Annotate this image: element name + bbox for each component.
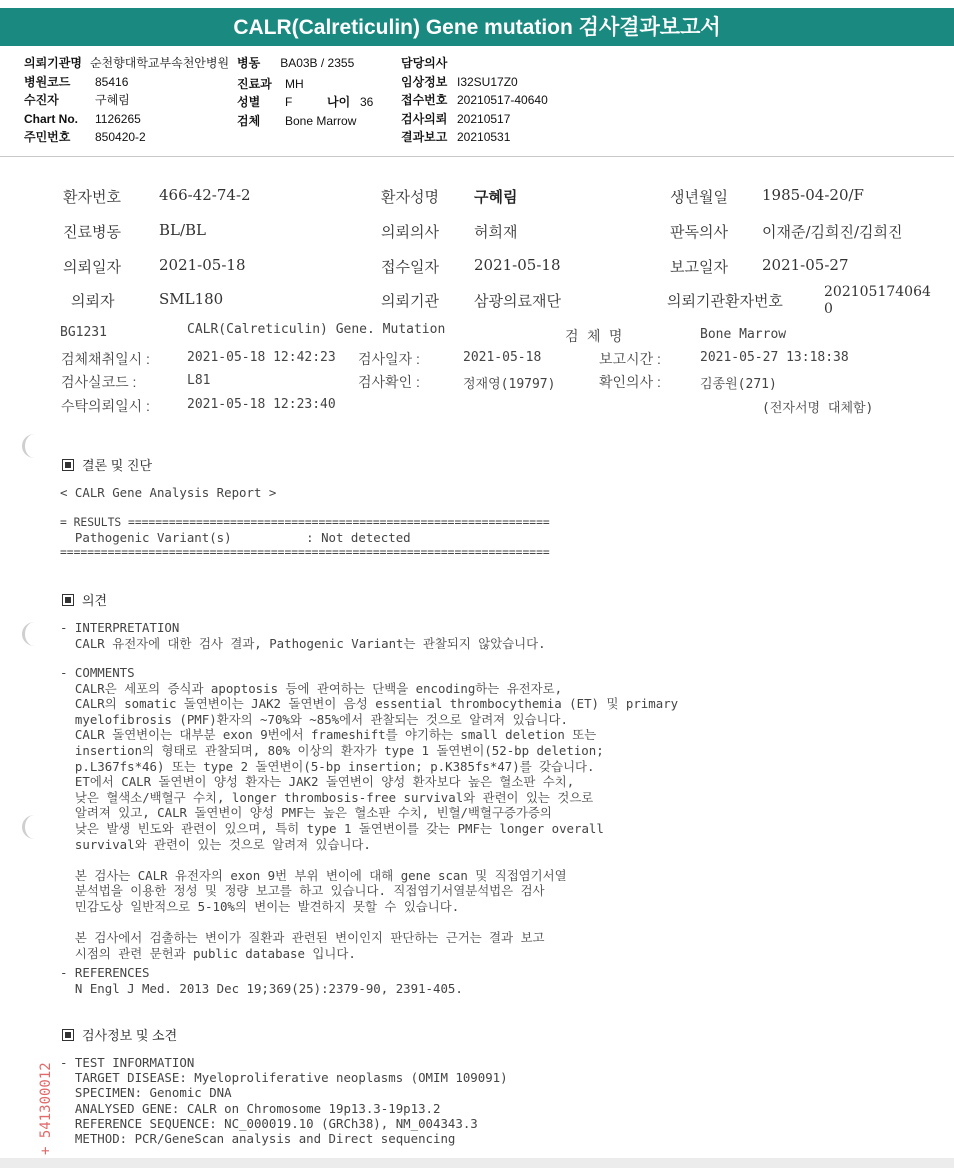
header-label: 의뢰기관명 [24,56,82,70]
header-value: 850420-2 [95,130,146,144]
recv-date: 2021-05-18 [474,256,561,274]
esign-note: (전자서명 대체함) [762,401,874,416]
exam-date: 2021-05-18 [463,350,542,365]
header-right-column [401,56,548,149]
conclusion-heading [62,455,152,474]
ward-label: 병동 [237,56,261,70]
report-date: 2021-05-27 [762,256,849,274]
sex-value: F [285,95,293,109]
header-value: 20210517-40640 [457,93,548,107]
header-label: 병원코드 [24,74,71,89]
ward-value: BA03B / 2355 [280,56,355,70]
inst-patno-line1: 202105174064 [824,284,931,300]
exam-date-label: 검사일자 : [358,351,420,367]
verify: 김종원(271) [700,377,777,392]
report-time-label: 보고시간 : [599,351,661,367]
req-date-label: 의뢰일자 [63,258,121,276]
dob: 1985-04-20/F [762,186,864,204]
opinion-heading [62,590,107,609]
header-left-column [24,56,229,149]
references-block: - REFERENCES N Engl J Med. 2013 Dec 19;369(25):2379-90, 2391-405. [60,965,463,996]
specimen-name: Bone Marrow [700,327,787,342]
header-label: 담당의사 [401,56,448,70]
room-code: L81 [187,373,211,388]
collect-time: 2021-05-18 12:42:23 [187,350,336,365]
side-serial-number: + 541300012 [38,1062,54,1155]
recv-date-label: 접수일자 [381,258,439,276]
conclusion-heading-text: 결론 및 진단 [82,458,153,473]
collect-label: 검체채취일시 : [61,351,150,367]
header-label: 임상정보 [401,74,448,89]
header-value: 20210517 [457,111,511,126]
header-value: 20210531 [457,130,511,144]
report-title-line: < CALR Gene Analysis Report > [60,485,277,500]
specimen-value: Bone Marrow [285,114,357,128]
header-label: 주민번호 [24,130,71,144]
ward-label: 진료병동 [63,223,121,241]
interpretation-block: - INTERPRETATION CALR 유전자에 대한 검사 결과, Pathogenic Variant는 관찰되지 않았습니다. [60,620,546,651]
doctor-label: 의뢰의사 [381,223,439,241]
header-value: I32SU17Z0 [457,74,518,89]
test-code: BG1231 [60,325,107,340]
ward-value: BL/BL [159,221,207,239]
header-label: 수진자 [24,93,59,107]
section-bullet-icon [62,1029,74,1041]
confirm: 정재영(19797) [463,377,556,392]
comments-block: - COMMENTS CALR은 세포의 증식과 apoptosis 등에 관여하는 단백을 encoding하는 유전자로, CALR의 somatic 돌연변이는 JAK2 돌연변이 음성 essential thrombocythemia (ET) 및 primary myelofibrosis (PMF)환자의 ~70%와 ~85%에서 관찰되는 것으로 알려져 있습니다. CALR 돌연변이는 대부분 exon 9번에서 frameshift를 야기하는 small deletion 또는 insertion의 형태로 관찰되며, 80% 이상의 환자가 type 1 돌연변이(52-bp deletion; p.L367fs*46) 또는 type 2 돌연변이(5-bp insertion; p.K385fs*47)를 갖습니다. ET에서 CALR 돌연변이 양성 환자는 JAK2 돌연변이 양성 환자보다 높은 혈소판 수치, 낮은 혈색소/백혈구 수치, longer thrombosis-free survival와 관련이 있는 것으로 알려져 있고, CALR 돌연변이 양성 PMF는 높은 혈소판 수치, 빈혈/백혈구증가증의 낮은 발생 빈도와 관련이 있으며, 특히 type 1 돌연변이를 갖는 PMF는 longer overall survival와 관련이 있는 것으로 알려져 있습니다. 본 검사는 CALR 유전자의 exon 9번 부위 변이에 대해 gene scan 및 직접염기서열 분석법을 이용한 정성 및 정량 보고를 하고 있습니다. 직접염기서열분석법은 검사 민감도상 일반적으로 5-10%의 변이는 발견하지 못할 수 있습니다. 본 검사에서 검출하는 변이가 질환과 관련된 변이인지 판단하는 근거는 결과 보고 시점의 관련 문헌과 public database 입니다. [60,665,679,961]
institution-label: 의뢰기관 [381,292,439,310]
specimen-name-label: 검 체 명 [565,329,623,345]
punch-hole-mark [22,622,47,646]
sex-label: 성별 [237,95,261,109]
room-label: 검사실코드 : [61,374,137,390]
dob-label: 생년월일 [670,188,728,206]
info-heading [62,1025,177,1044]
header-label: 접수번호 [401,93,448,107]
opinion-heading-text: 의견 [82,593,108,608]
dept-value: MH [285,77,304,91]
age-value: 36 [360,95,374,109]
verify-label: 확인의사 : [599,374,661,390]
header-value: 1126265 [95,111,141,126]
reader-label: 판독의사 [670,223,728,241]
patient-name: 구혜림 [474,188,518,206]
age-label: 나이 [327,95,351,109]
header-value: 구혜림 [95,93,130,107]
reader: 이재준/김희진/김희진 [762,223,903,241]
punch-hole-mark [22,434,47,458]
header-label: 결과보고 [401,130,448,144]
specimen-label: 검체 [237,114,261,128]
header-value: 순천향대학교부속천안병원 [89,56,230,70]
section-bullet-icon [62,459,74,471]
header-label: 검사의뢰 [401,111,448,126]
results-line: = RESULTS ============================================================== [60,516,550,529]
report-date-label: 보고일자 [670,258,728,276]
specimen-field [237,114,356,129]
header-divider [0,156,954,157]
institution: 삼광의료재단 [474,292,561,310]
header-label: Chart No. [24,111,78,126]
patient-name-label: 환자성명 [381,188,439,206]
patient-id: 466-42-74-2 [159,186,251,204]
patient-id-label: 환자번호 [63,188,121,206]
inst-patno [824,284,931,318]
report-time: 2021-05-27 13:18:38 [700,350,849,365]
report-title: CALR(Calreticulin) Gene mutation 검사결과보고서 [0,8,954,46]
pathogenic-line: Pathogenic Variant(s) : Not detected [60,530,411,545]
ward-field [237,56,354,71]
inst-patno-line2: 0 [824,301,833,317]
requester: SML180 [159,290,224,308]
test-info-block: - TEST INFORMATION TARGET DISEASE: Myeloproliferative neoplasms (OMIM 109091) SPECIMEN: Genomic DNA ANALYSED GENE: CALR on Chromosome 19p13.3-19p13.2 REFERENCE SEQUENCE: NC_000019.10 (GRCh38), NM_004343.3 METHOD: PCR/GeneScan analysis and Direct sequencing [60,1055,508,1147]
doctor: 허희재 [474,223,518,241]
section-bullet-icon [62,594,74,606]
requester-label: 의뢰자 [71,292,115,310]
dept-field [237,77,304,92]
confirm-label: 검사확인 : [358,374,420,390]
req-date: 2021-05-18 [159,256,246,274]
bottom-edge [0,1158,954,1168]
info-heading-text: 검사정보 및 소견 [82,1028,178,1043]
inst-patno-label: 의뢰기관환자번호 [667,292,783,310]
equals-line: ======================================================================== [60,546,550,559]
sex-age-field [237,95,373,110]
test-name: CALR(Calreticulin) Gene. Mutation [187,322,446,337]
order-time: 2021-05-18 12:23:40 [187,397,336,412]
order-label: 수탁의뢰일시 : [61,398,150,414]
punch-hole-mark [22,815,47,839]
dept-label: 진료과 [237,77,272,91]
header-value: 85416 [95,74,129,89]
